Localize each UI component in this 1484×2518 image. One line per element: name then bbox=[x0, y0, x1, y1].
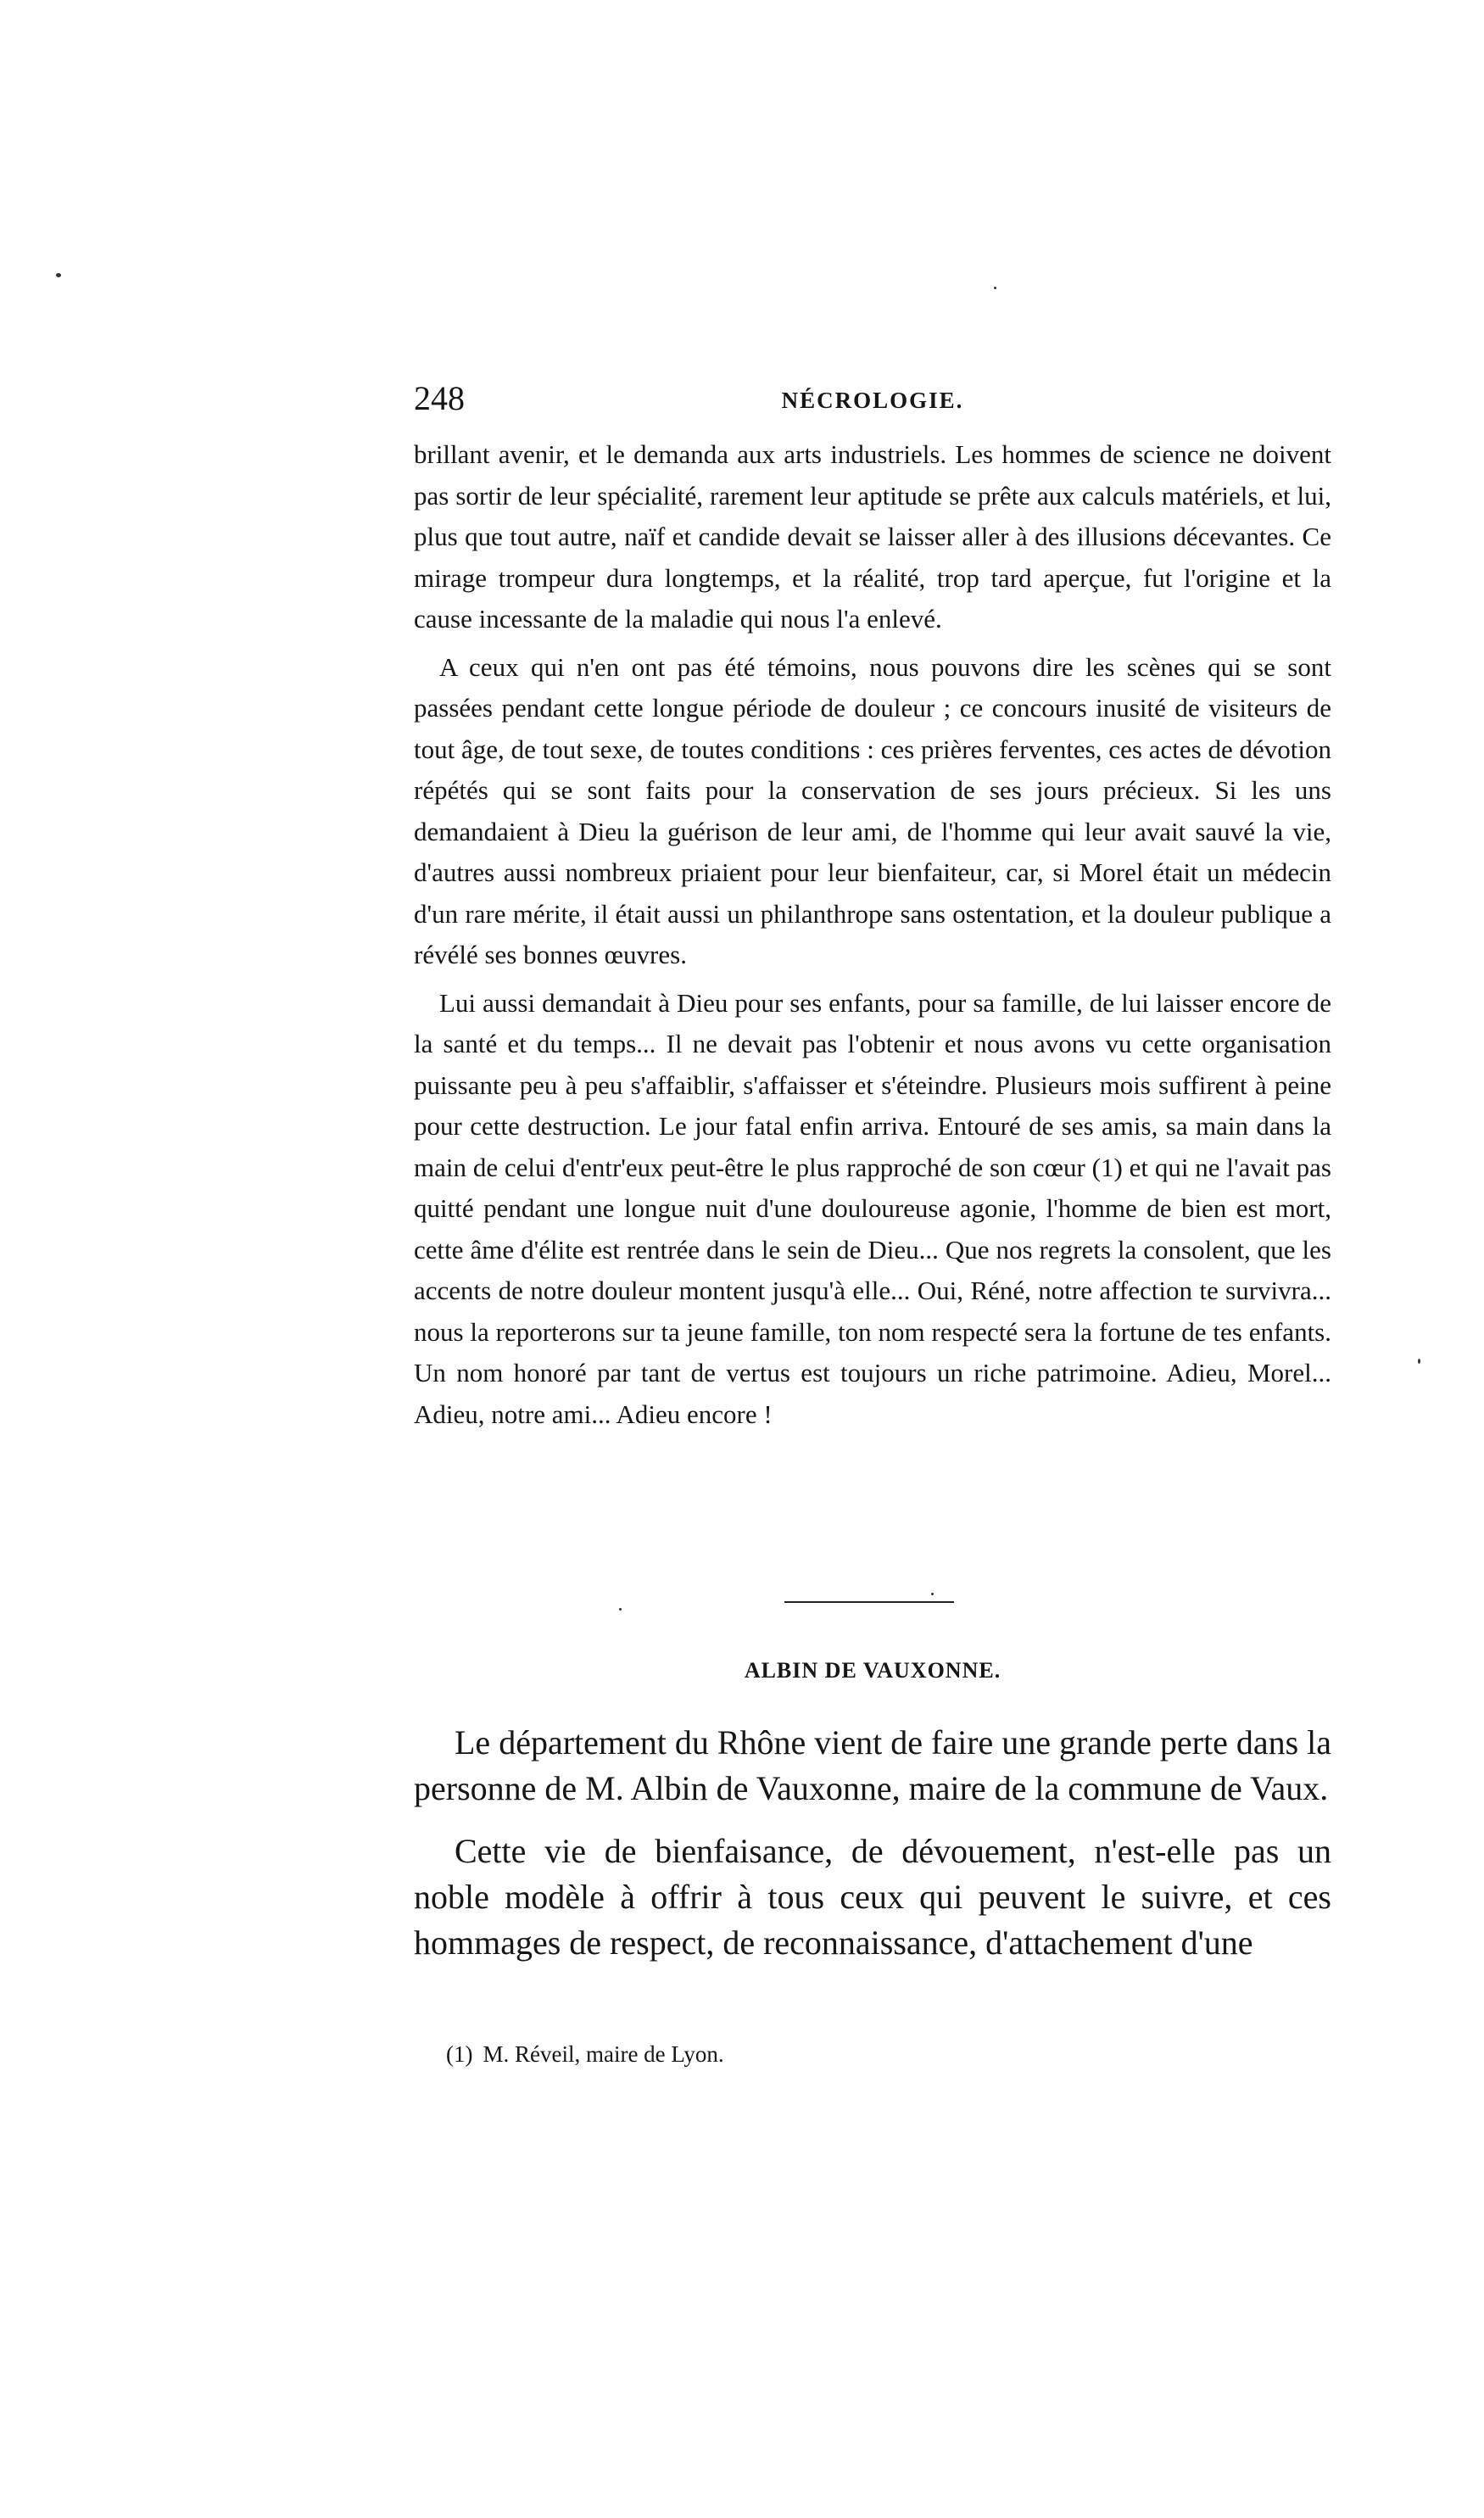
section-separator-rule bbox=[784, 1601, 954, 1603]
scan-speck bbox=[1418, 1359, 1420, 1364]
paragraph: brillant avenir, et le demanda aux arts industriels. Les hommes de science ne doivent pas sortir de leur spécialité, rarement leur aptitude se prête aux calculs matériels, et lui, plus que tout autre, naïf et candide devait se laisser aller à des illusions décevantes. Ce mirage trompeur dura longtemps, et la réalité, trop tard aperçue, fut l'origine et la cause incessante de la maladie qui nous l'a enlevé. bbox=[414, 439, 1331, 634]
running-title: NÉCROLOGIE. bbox=[781, 388, 964, 413]
paragraph: A ceux qui n'en ont pas été témoins, nous pouvons dire les scènes qui se sont passées pendant cette longue période de douleur ; ce concours inusité de visiteurs de tout âge, de tout sexe, de toutes conditions : ces prières ferventes, ces actes de dévotion répétés qui se sont faits pour la conservation de ses jours précieux. Si les uns demandaient à Dieu la guérison de leur ami, de l'homme qui leur avait sauvé la vie, d'autres aussi nombreux priaient pour leur bienfaiteur, car, si Morel était un médecin d'un rare mérite, il était aussi un philanthrope sans ostentation, et la douleur publique a révélé ses bonnes œuvres. bbox=[414, 651, 1331, 969]
footnote-marker: (1) bbox=[446, 2041, 473, 2067]
footnote bbox=[446, 2037, 724, 2071]
section-text bbox=[414, 1720, 1331, 1966]
paragraph: Le département du Rhône vient de faire une grande perte dans la personne de M. Albin de Vauxonne, maire de la commune de Vaux. bbox=[414, 1723, 1332, 1807]
running-head bbox=[414, 373, 1331, 424]
scan-speck bbox=[619, 1608, 622, 1611]
scan-speck bbox=[56, 273, 61, 277]
paragraph: Lui aussi demandait à Dieu pour ses enfants, pour sa famille, de lui laisser encore de la santé et du temps... Il ne devait pas l'obtenir et nous avons vu cette organisation puissante peu à peu s'affaiblir, s'affaisser et s'éteindre. Plusieurs mois suffirent à peine pour cette destruction. Le jour fatal enfin arriva. Entouré de ses amis, sa main dans la main de celui d'entr'eux peut-être le plus rapproché de son cœur (1) et qui ne l'avait pas quitté pendant une longue nuit d'une douloureuse agonie, l'homme de bien est mort, cette âme d'élite est rentrée dans le sein de Dieu... Que nos regrets la consolent, que les accents de notre douleur montent jusqu'à elle... Oui, Réné, notre affection te survivra... nous la reporterons sur ta jeune famille, ton nom respecté sera la fortune de tes enfants. Un nom honoré par tant de vertus est toujours un riche patrimoine. Adieu, Morel... Adieu, notre ami... Adieu encore ! bbox=[414, 987, 1331, 1429]
scan-speck bbox=[931, 1593, 934, 1595]
section-title: ALBIN DE VAUXONNE. bbox=[744, 1658, 1001, 1683]
paragraph: Cette vie de bienfaisance, de dévouement, n'est-elle pas un noble modèle à offrir à tous ceux qui peuvent le suivre, et ces hommages de respect, de reconnaissance, d'attachement d'une bbox=[414, 1832, 1331, 1962]
footnote-text: M. Réveil, maire de Lyon. bbox=[483, 2041, 724, 2067]
page-number: 248 bbox=[414, 379, 465, 417]
scan-speck bbox=[994, 287, 996, 289]
obituary-text bbox=[414, 434, 1331, 1435]
